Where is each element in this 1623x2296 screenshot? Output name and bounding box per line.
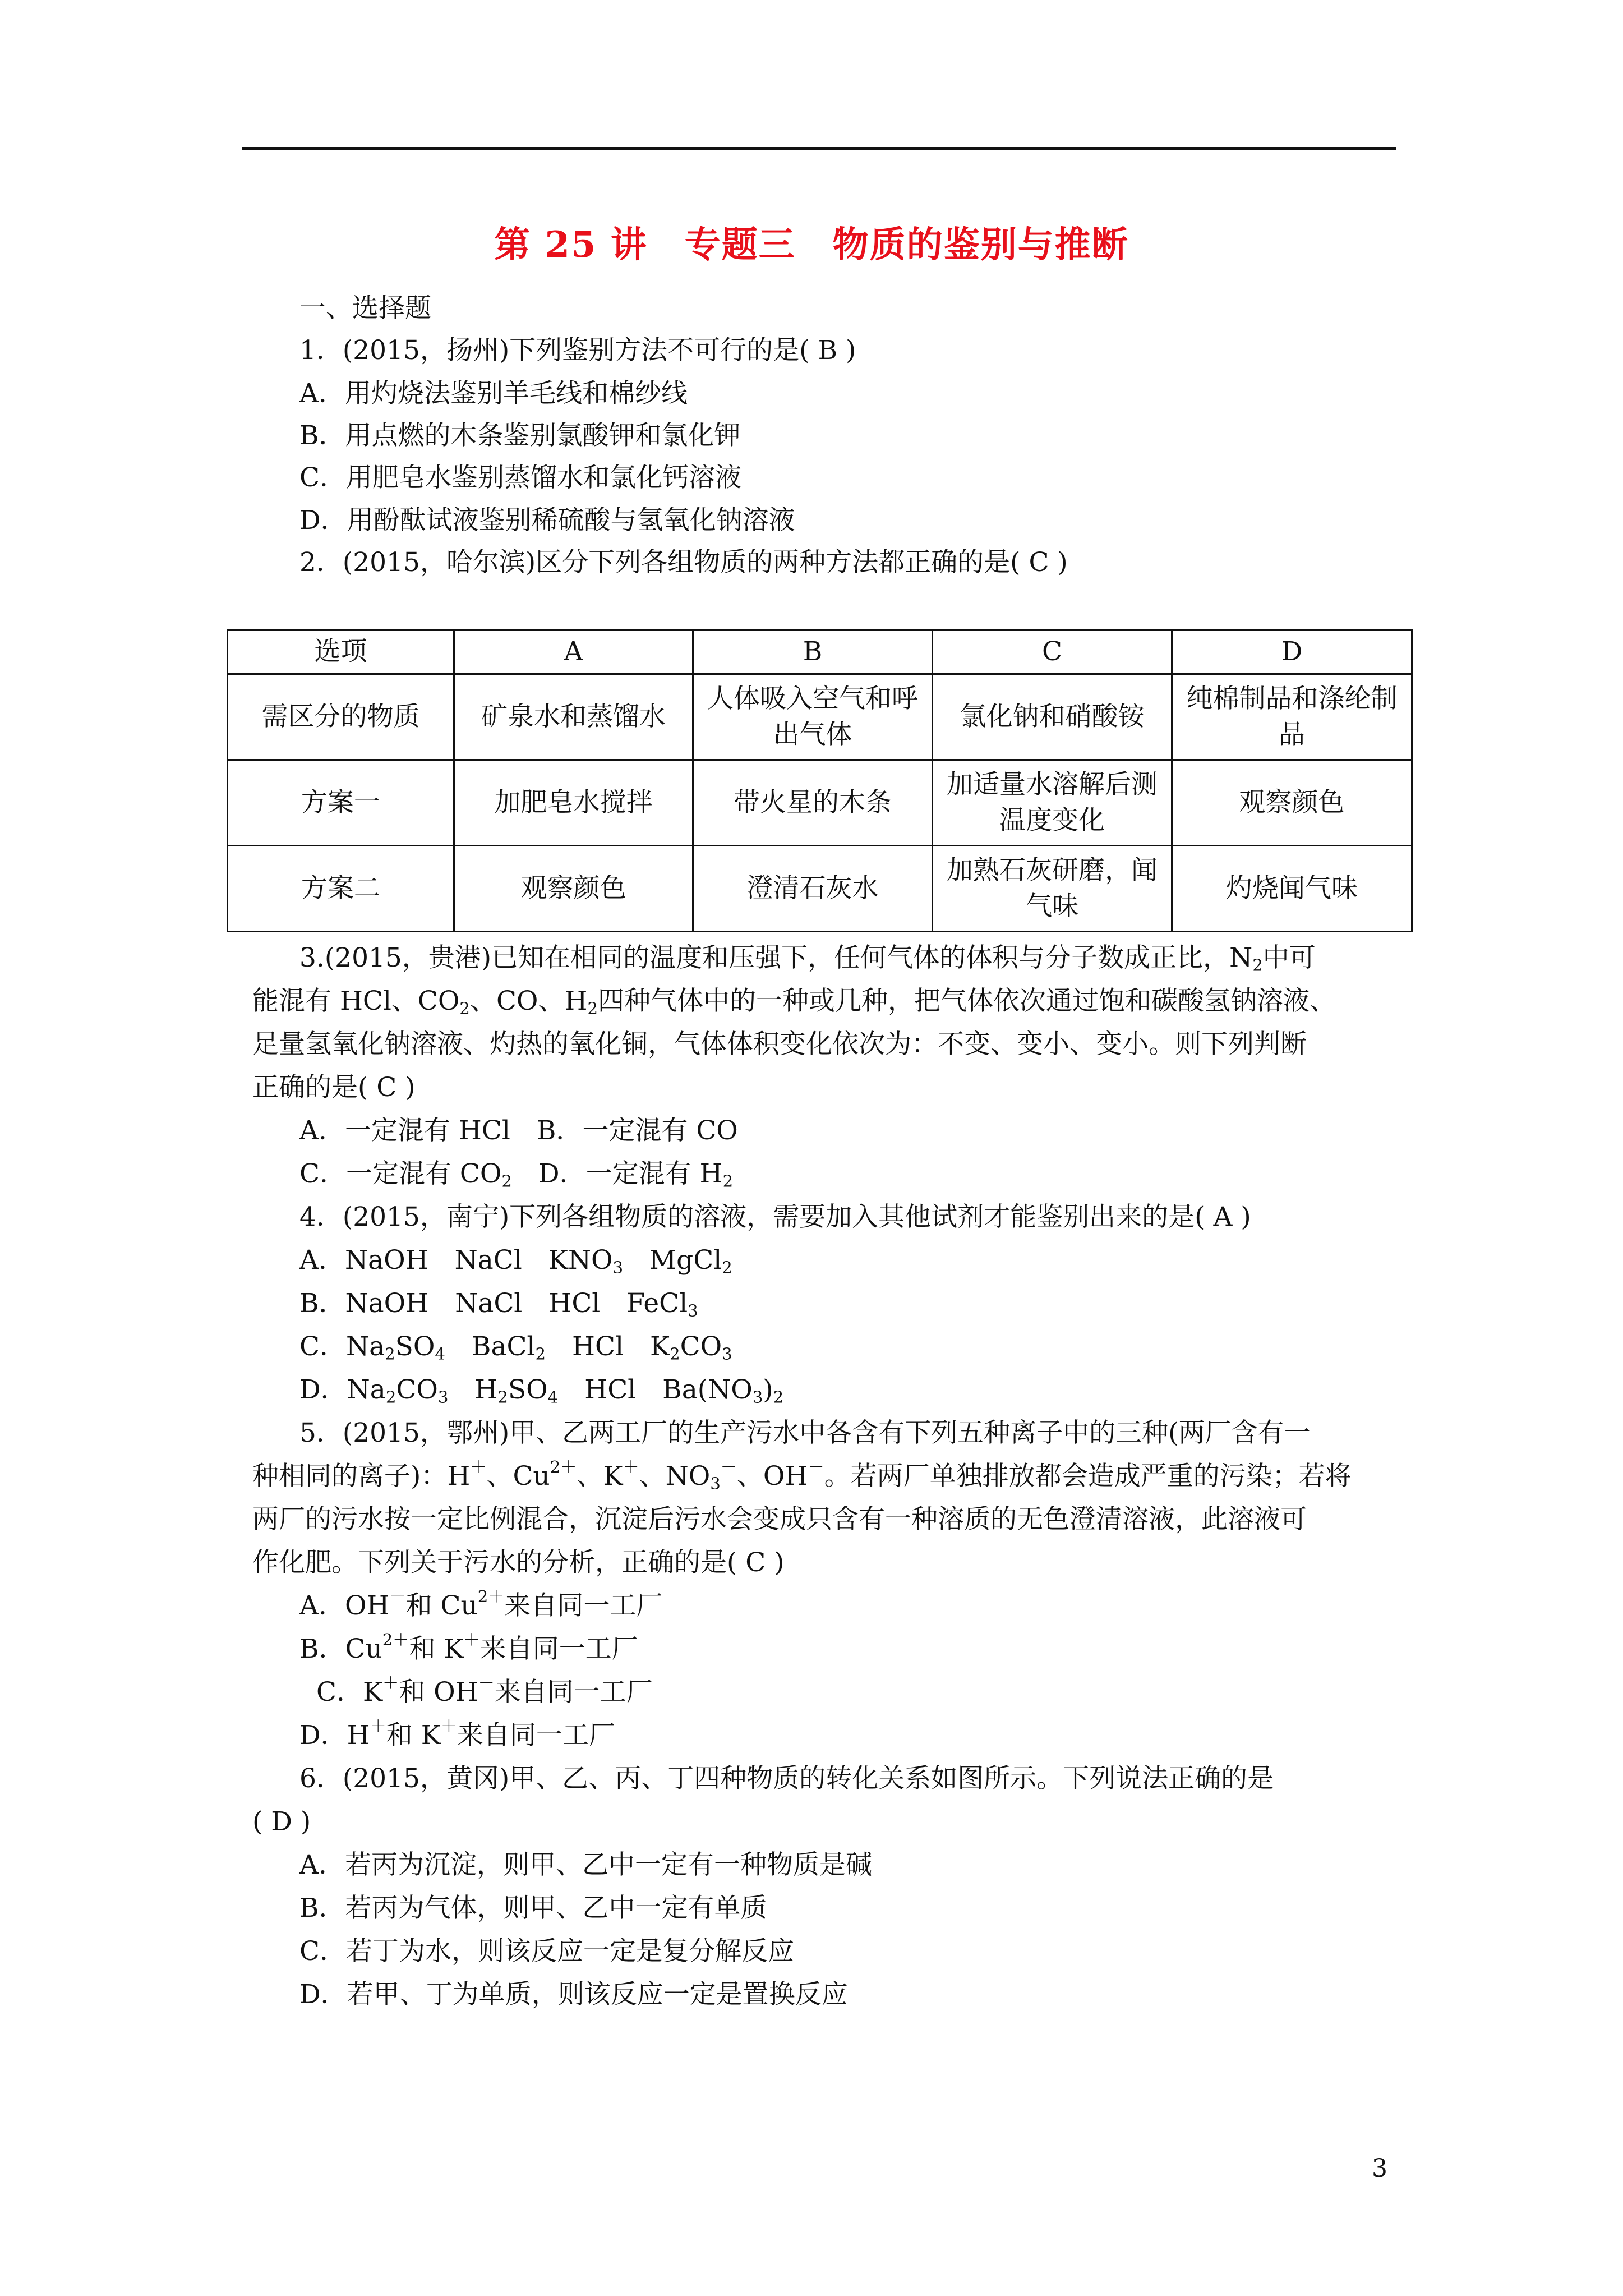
section-heading: 一、选择题 — [299, 293, 431, 324]
table-row — [228, 674, 1412, 760]
q1-option-a: A．用灼烧法鉴别羊毛线和棉纱线 — [299, 378, 688, 409]
table-header-cell: C — [933, 630, 1172, 674]
table-header-cell: D — [1172, 630, 1412, 674]
q1-option-c: C．用肥皂水鉴别蒸馏水和氯化钙溶液 — [299, 462, 741, 493]
q4-option-a: A．NaOH NaCl $KNO_3$ MgCl$_2$ — [299, 1245, 732, 1277]
q3-line-4: 正确的是( C ) — [252, 1072, 416, 1103]
table-row — [228, 846, 1412, 932]
table-cell: 澄清石灰水 — [693, 846, 933, 932]
q3-line-2: 能混有 HCl、$CO_2$、CO、$H_2$四种气体中的一种或几种，把气体依次通过饱和碳酸氢钠溶液、 — [252, 986, 1336, 1018]
table-row-label: 方案二 — [228, 846, 454, 932]
table-header-row — [228, 630, 1412, 674]
q2-stem: 2．(2015，哈尔滨)区分下列各组物质的两种方法都正确的是( C ) — [299, 547, 1068, 578]
page-title: 第 25 讲 专题三 物质的鉴别与推断 — [494, 224, 1129, 266]
table-cell: 观察颜色 — [1172, 760, 1412, 846]
q3-line-3: 足量氢氧化钠溶液、灼热的氧化铜，气体体积变化依次为：不变、变小、变小。则下列判断 — [252, 1029, 1307, 1060]
table-header-cell: B — [693, 630, 933, 674]
q3-options-cd: C．一定混有 $CO_2$ D．一定混有 $H_2$ — [299, 1158, 734, 1191]
q5-line-2: 种相同的离子)：H＋、$Cu^{2+}$、K＋、$NO_3^-$、OH－。若两厂单独排放都会造成严重的污染；若将 — [252, 1457, 1352, 1493]
q3-line-1: 3.(2015，贵港)已知在相同的温度和压强下，任何气体的体积与分子数成正比，$N_2$中可 — [299, 942, 1316, 975]
table-cell: 带火星的木条 — [693, 760, 933, 846]
table-cell: 加适量水溶解后测温度变化 — [933, 760, 1172, 846]
table-cell: 人体吸入空气和呼出气体 — [693, 674, 933, 760]
table-cell: 氯化钠和硝酸铵 — [933, 674, 1172, 760]
q6-line-2: ( D ) — [252, 1806, 311, 1837]
q1-option-b: B．用点燃的木条鉴别氯酸钾和氯化钾 — [299, 420, 741, 451]
q6-option-a: A．若丙为沉淀，则甲、乙中一定有一种物质是碱 — [299, 1849, 872, 1880]
header-rule — [242, 147, 1396, 150]
q1-stem: 1．(2015，扬州)下列鉴别方法不可行的是( B ) — [299, 335, 856, 366]
q5-line-1: 5．(2015，鄂州)甲、乙两工厂的生产污水中各含有下列五种离子中的三种(两厂含有一 — [299, 1418, 1311, 1448]
q6-option-c: C．若丁为水，则该反应一定是复分解反应 — [299, 1936, 794, 1967]
q4-option-c: C．$Na_2SO_4$ BaCl$_2$ HCl $K_2CO_3$ — [299, 1331, 732, 1364]
table-cell: 矿泉水和蒸馏水 — [454, 674, 693, 760]
table-row — [228, 760, 1412, 846]
q5-option-d: D．H＋和 K＋来自同一工厂 — [299, 1717, 615, 1751]
q5-option-b: B．$Cu^{2+}$和 K＋来自同一工厂 — [299, 1630, 638, 1664]
q5-option-a: A．OH－和 $Cu^{2+}$来自同一工厂 — [299, 1587, 663, 1621]
table-row-label: 需区分的物质 — [228, 674, 454, 760]
q6-option-b: B．若丙为气体，则甲、乙中一定有单质 — [299, 1893, 767, 1924]
table-header-cell: A — [454, 630, 693, 674]
q4-stem: 4．(2015，南宁)下列各组物质的溶液，需要加入其他试剂才能鉴别出来的是( A ) — [299, 1202, 1251, 1232]
q2-table — [227, 629, 1413, 932]
table-row-label: 方案一 — [228, 760, 454, 846]
table-cell: 纯棉制品和涤纶制品 — [1172, 674, 1412, 760]
table-cell: 加肥皂水搅拌 — [454, 760, 693, 846]
page-number: 3 — [1372, 2154, 1387, 2183]
q1-option-d: D．用酚酞试液鉴别稀硫酸与氢氧化钠溶液 — [299, 505, 795, 536]
q4-option-b: B．NaOH NaCl HCl FeCl$_3$ — [299, 1288, 698, 1320]
table-cell: 观察颜色 — [454, 846, 693, 932]
q5-option-c: C．K＋和 OH－来自同一工厂 — [316, 1673, 653, 1708]
table-cell: 加熟石灰研磨，闻气味 — [933, 846, 1172, 932]
table-header-cell: 选项 — [228, 630, 454, 674]
q6-option-d: D．若甲、丁为单质，则该反应一定是置换反应 — [299, 1979, 848, 2010]
table-cell: 灼烧闻气味 — [1172, 846, 1412, 932]
q5-line-3: 两厂的污水按一定比例混合，沉淀后污水会变成只含有一种溶质的无色澄清溶液，此溶液可 — [252, 1504, 1307, 1535]
q6-line-1: 6．(2015，黄冈)甲、乙、丙、丁四种物质的转化关系如图所示。下列说法正确的是 — [299, 1763, 1274, 1794]
q4-option-d: D．$Na_2CO_3$ $H_2SO_4$ HCl $Ba(NO_3)_2$ — [299, 1374, 784, 1407]
q5-line-4: 作化肥。下列关于污水的分析，正确的是( C ) — [252, 1547, 785, 1578]
q3-options-ab: A．一定混有 HCl B．一定混有 CO — [299, 1115, 738, 1146]
